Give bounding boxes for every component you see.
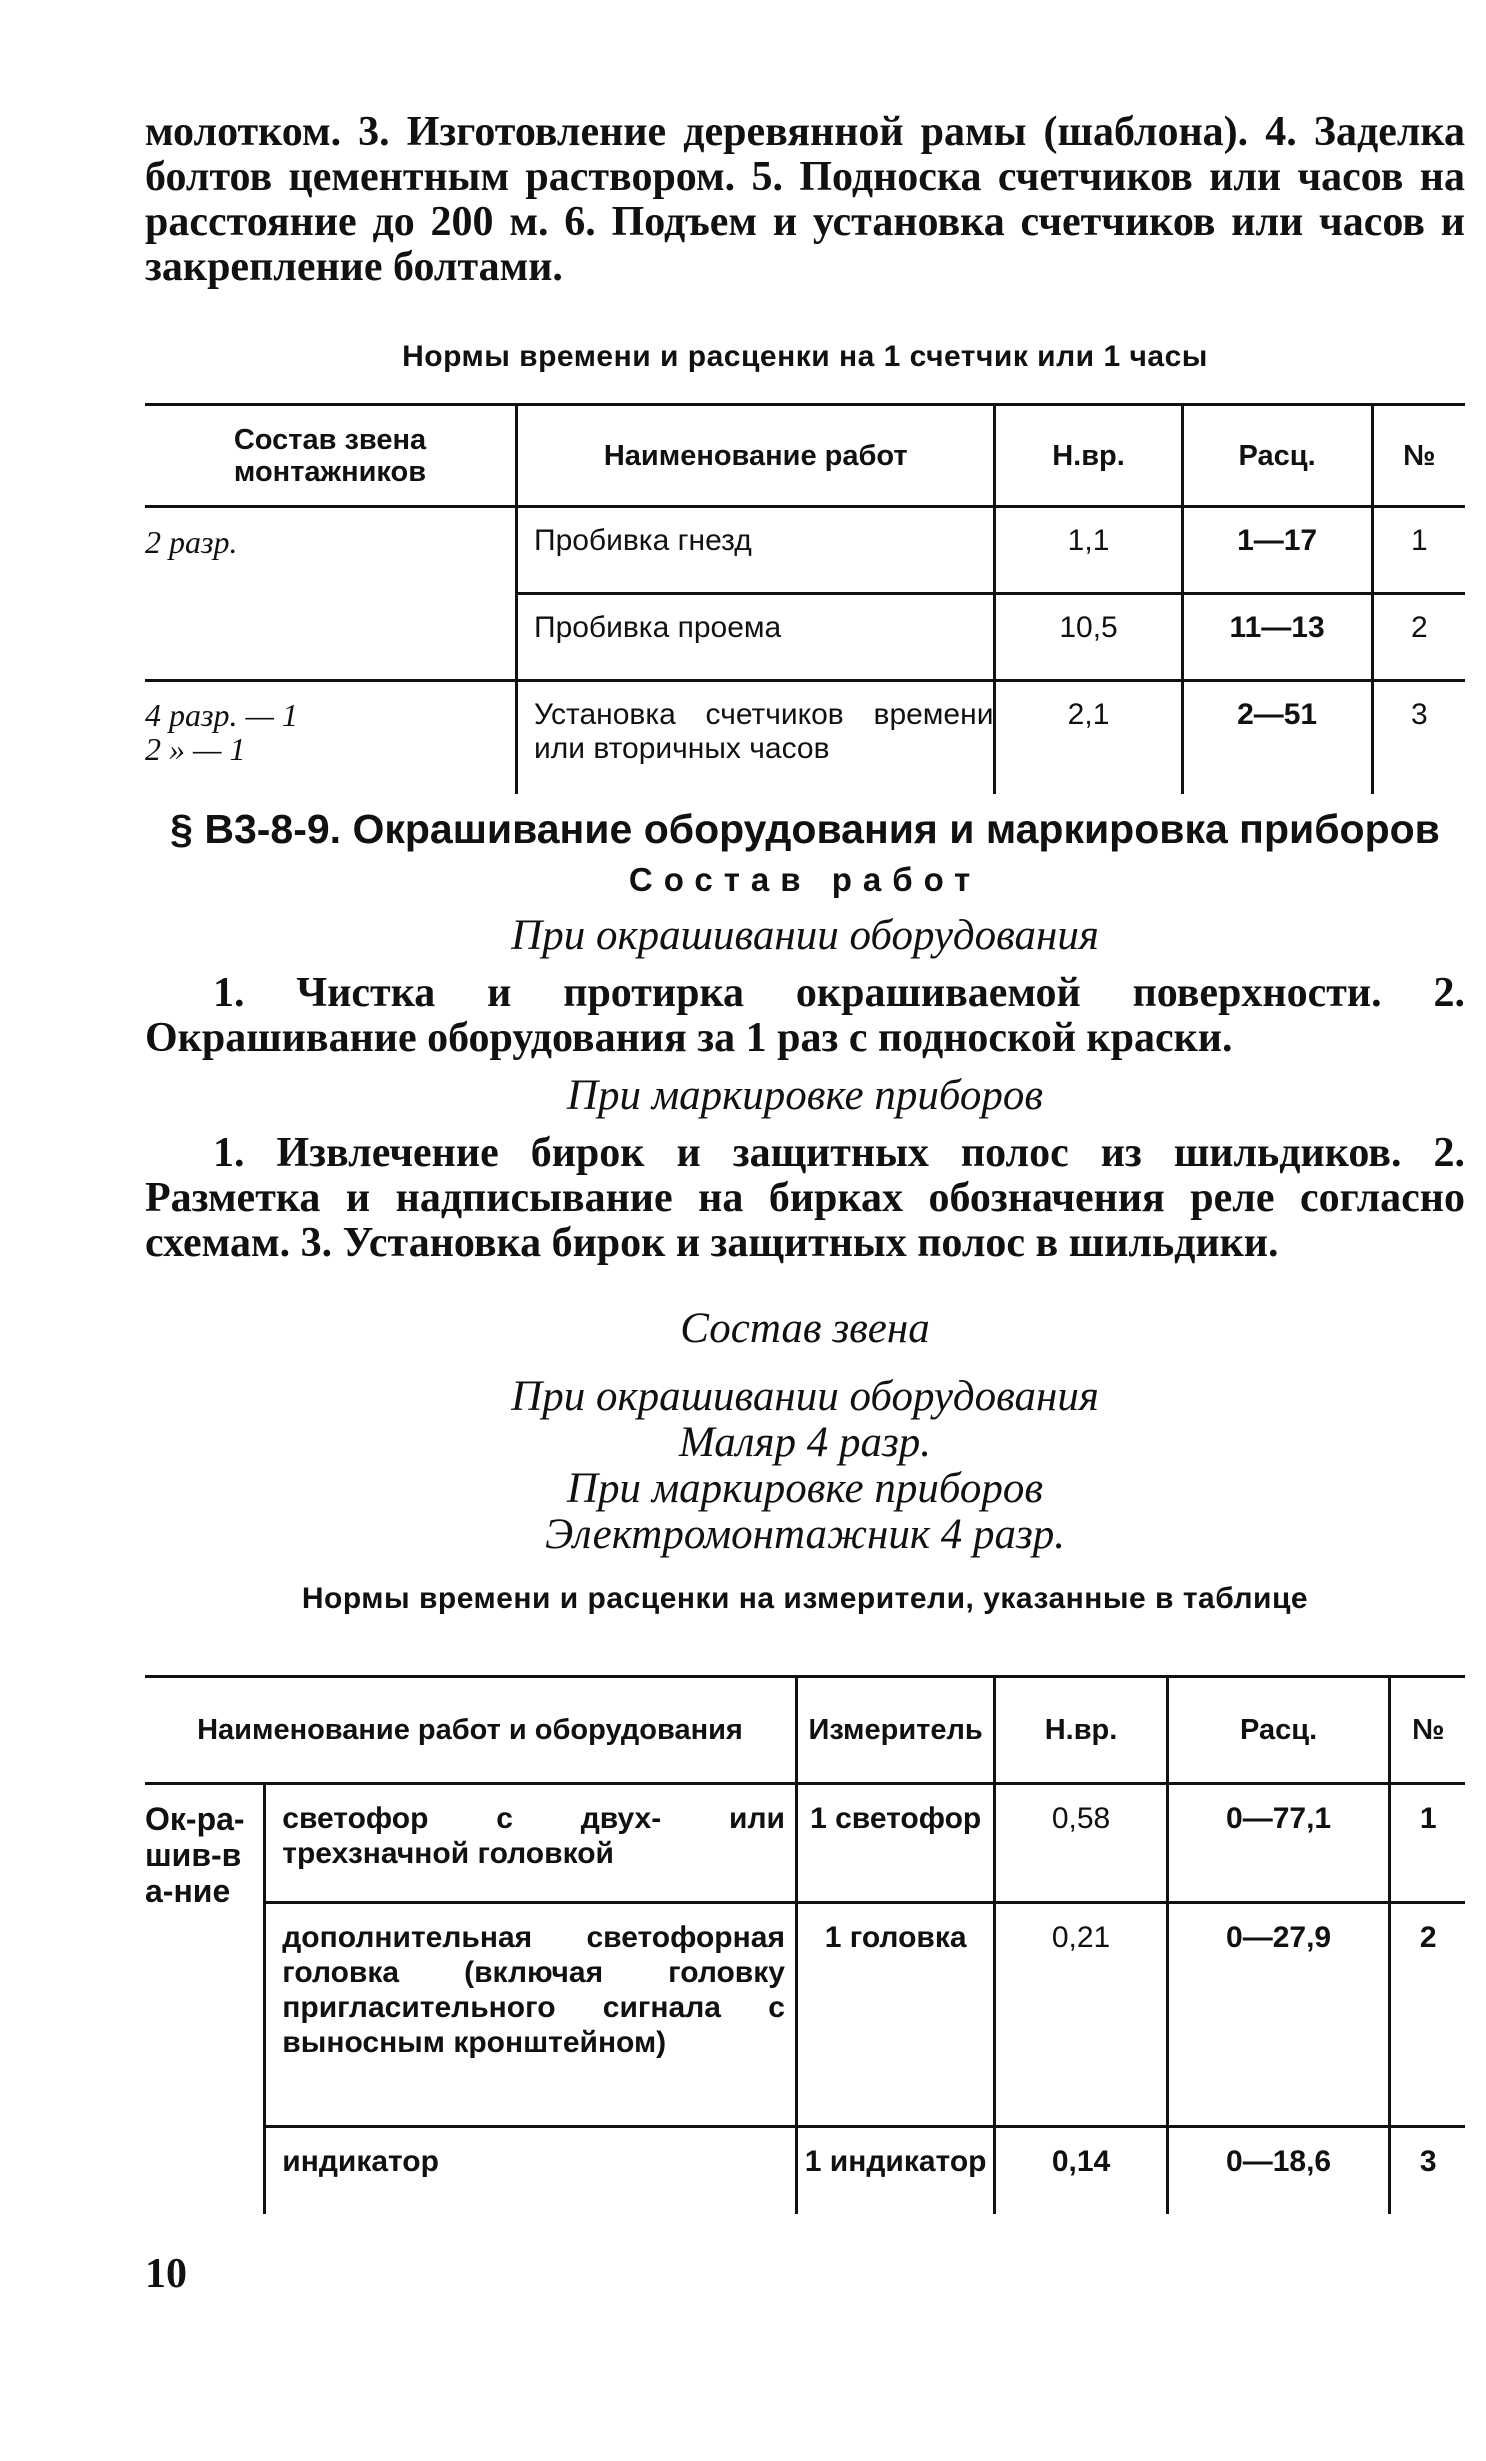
unit-cell: 1 головка: [796, 1903, 994, 2127]
table-header-row: [145, 405, 1465, 507]
work-cell: Установка счетчиков времени или вторичных часов: [517, 681, 995, 795]
header-work: Наименование работ и оборудования: [145, 1677, 796, 1784]
crew-line: Маляр 4 разр.: [679, 1419, 931, 1466]
crew-line: При окрашивании оборудования: [511, 1373, 1099, 1420]
rate-cell: 2—51: [1182, 681, 1372, 795]
num-cell: 2: [1390, 1903, 1465, 2127]
work-cell: светофор с двух- или трехзначной головкой: [265, 1784, 797, 1903]
rate-cell: 0—77,1: [1167, 1784, 1390, 1903]
header-work: Наименование работ: [517, 405, 995, 507]
work-cell: индикатор: [265, 2127, 797, 2215]
rate-cell: 0—18,6: [1167, 2127, 1390, 2215]
page-number: 10: [145, 2251, 187, 2297]
norm-cell: 1,1: [995, 507, 1182, 594]
table2-caption: Нормы времени и расценки на измерители, указанные в таблице: [301, 1582, 1309, 1615]
norm-cell: 0,58: [995, 1784, 1167, 1903]
page-content: [145, 109, 1465, 2178]
unit-cell: 1 индикатор: [796, 2127, 994, 2215]
marking-paragraph: 1. Извлечение бирок и защитных полос из шильдиков. 2. Разметка и надписывание на бирках обозначения реле согласно схемам. 3. Установка бирок и защитных полос в шильдики.: [145, 1130, 1465, 1266]
unit-cell: 1 светофор: [796, 1784, 994, 1903]
norm-cell: 0,14: [995, 2127, 1167, 2215]
table-row: [145, 2127, 1465, 2215]
work-cell: Пробивка гнезд: [517, 507, 995, 594]
norm-cell: 10,5: [995, 594, 1182, 681]
table-row: [145, 1903, 1465, 2127]
composition-title: Состав работ: [628, 861, 982, 898]
rate-cell: 0—27,9: [1167, 1903, 1390, 2127]
header-norm: Н.вр.: [995, 405, 1182, 507]
table-row: [145, 594, 1465, 681]
header-num: №: [1372, 405, 1465, 507]
num-cell: 1: [1372, 507, 1465, 594]
num-cell: 3: [1390, 2127, 1465, 2215]
crew-line: 2 » — 1: [145, 731, 246, 767]
num-cell: 2: [1372, 594, 1465, 681]
crew-cell: [145, 594, 517, 681]
crew-line: Электромонтажник 4 разр.: [544, 1511, 1066, 1558]
table-row: [145, 507, 1465, 594]
table1-caption: Нормы времени и расценки на 1 счетчик или 1 часы: [402, 340, 1208, 373]
table-row: [145, 681, 1465, 795]
rate-cell: 1—17: [1182, 507, 1372, 594]
header-rate: Расц.: [1167, 1677, 1390, 1784]
table-header-row: [145, 1677, 1465, 1784]
intro-paragraph: молотком. 3. Изготовление деревянной рамы (шаблона). 4. Заделка болтов цементным раствором. 5. Подноска счетчиков или часов на расстояние до 200 м. 6. Подъем и установка счетчиков или часов и закрепление болтами.: [145, 109, 1465, 290]
header-rate: Расц.: [1182, 405, 1372, 507]
header-num: №: [1390, 1677, 1465, 1784]
header-unit: Измеритель: [796, 1677, 994, 1784]
crew-title: Состав звена: [680, 1305, 930, 1352]
crew-line: 4 разр. — 1: [145, 697, 298, 733]
rate-cell: 11—13: [1182, 594, 1372, 681]
subheading-marking: При маркировке приборов: [566, 1072, 1044, 1119]
norm-cell: 0,21: [995, 1903, 1167, 2127]
num-cell: 3: [1372, 681, 1465, 795]
work-cell: дополнительная светофорная головка (включая головку пригласительного сигнала с выносным кронштейном): [265, 1903, 797, 2127]
crew-cell: [145, 681, 517, 795]
norms-table-1: [145, 403, 1465, 794]
section-block: [145, 806, 1465, 1558]
work-cell: Пробивка проема: [517, 594, 995, 681]
table-row: [145, 1784, 1465, 1903]
subheading-painting: При окрашивании оборудования: [511, 912, 1099, 959]
num-cell: 1: [1390, 1784, 1465, 1903]
crew-line: При маркировке приборов: [566, 1465, 1044, 1512]
norms-table-2: [145, 1675, 1465, 2214]
norm-cell: 2,1: [995, 681, 1182, 795]
section-heading: § В3-8-9. Окрашивание оборудования и маркировка приборов: [170, 806, 1440, 852]
crew-cell: 2 разр.: [145, 524, 238, 560]
painting-paragraph: 1. Чистка и протирка окрашиваемой поверхности. 2. Окрашивание оборудования за 1 раз с подноской краски.: [145, 970, 1465, 1061]
header-norm: Н.вр.: [995, 1677, 1167, 1784]
header-crew: Состав звена монтажников: [145, 405, 517, 507]
group-label: Ок-ра-шив-ва-ние: [145, 1801, 245, 1909]
